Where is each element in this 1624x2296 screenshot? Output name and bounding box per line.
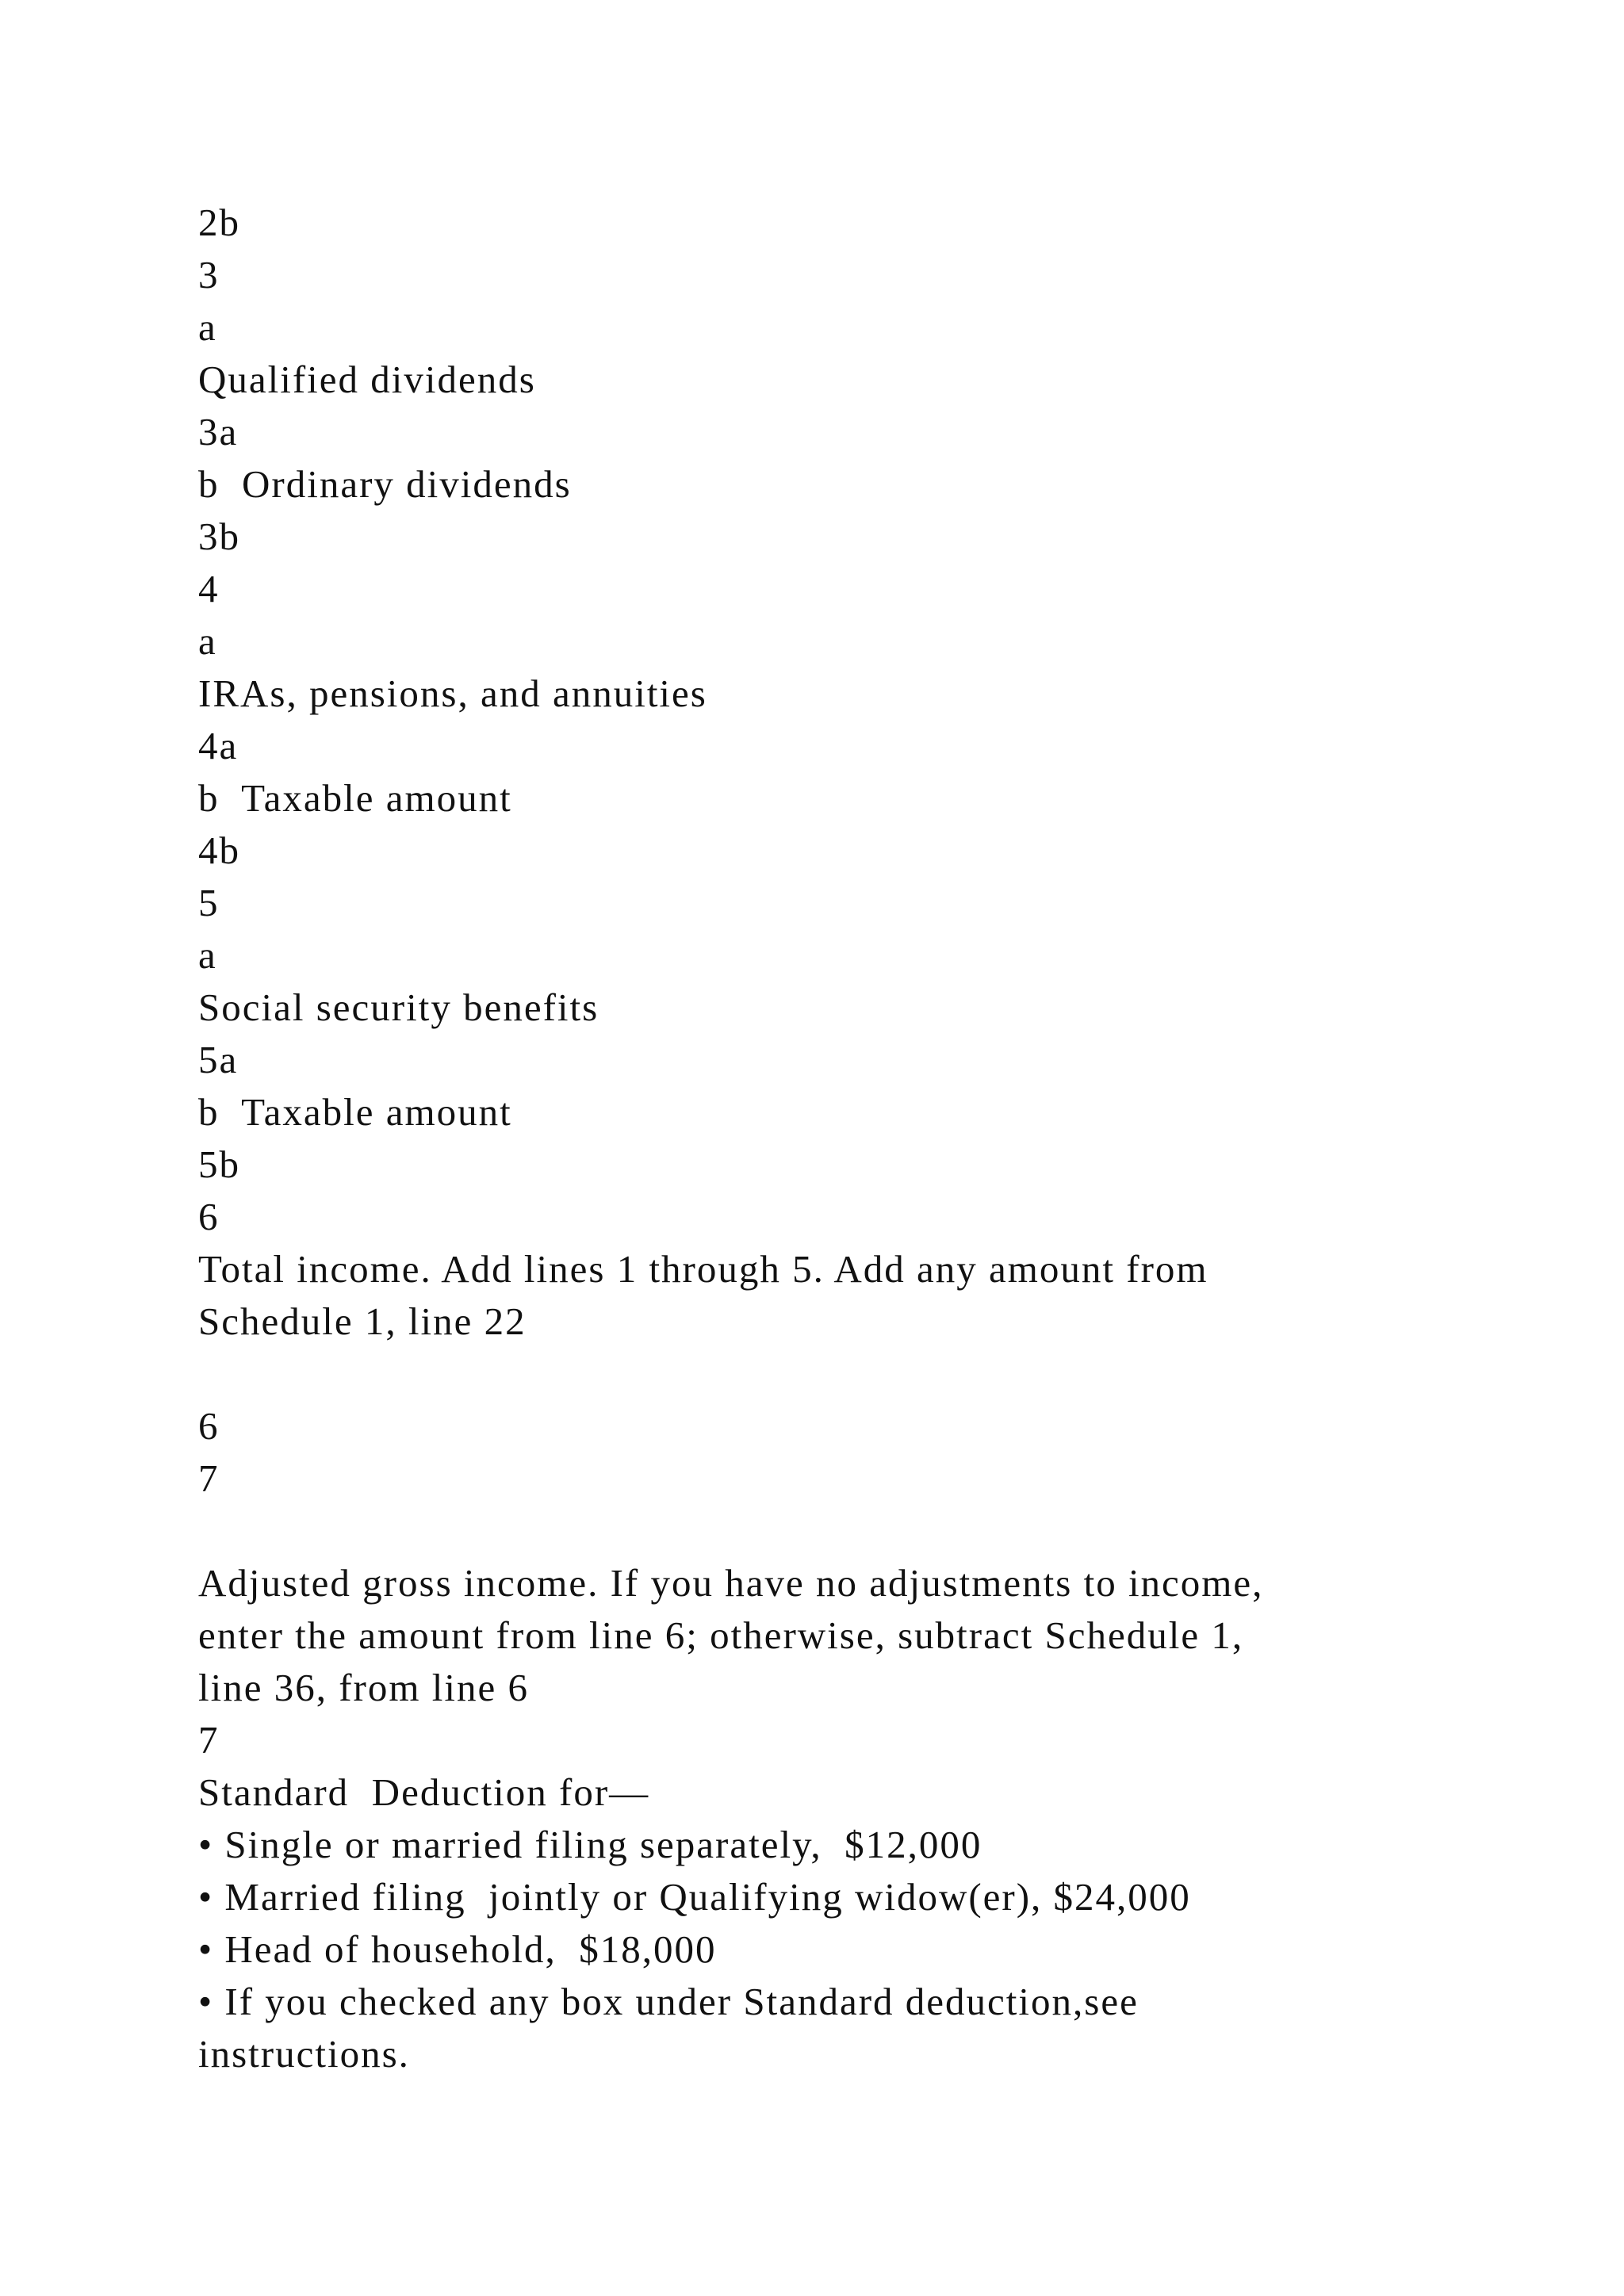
deduction-head-of-household: • Head of household, $18,000 [198,1927,717,1971]
deduction-single: • Single or married filing separately, $12,000 [198,1823,982,1866]
taxable-amount-5b-label: b Taxable amount [198,1090,512,1134]
line-label-5b: 5b [198,1142,240,1186]
line-label-7: 7 [198,1718,220,1762]
form-text-block [198,197,1435,2080]
line-letter-4a: a [198,619,217,663]
social-security-benefits-label: Social security benefits [198,985,599,1029]
line-number-4: 4 [198,567,220,610]
line-number-7: 7 [198,1456,220,1500]
line-letter-5a: a [198,933,217,977]
line-label-3a: 3a [198,410,239,453]
ordinary-dividends-label: b Ordinary dividends [198,462,572,506]
line-label-6: 6 [198,1404,220,1448]
line-label-3b: 3b [198,515,240,558]
agi-text-3: line 36, from line 6 [198,1666,529,1709]
line-number-6: 6 [198,1195,220,1238]
qualified-dividends-label: Qualified dividends [198,358,536,401]
line-label-4a: 4a [198,724,239,767]
line-label-2b: 2b [198,201,240,244]
agi-text-2: enter the amount from line 6; otherwise, subtract Schedule 1, [198,1613,1244,1657]
line-label-5a: 5a [198,1038,239,1081]
line-letter-3a: a [198,305,217,349]
blank-line [198,1505,1435,1557]
taxable-amount-4b-label: b Taxable amount [198,776,512,820]
deduction-married-jointly: • Married filing jointly or Qualifying widow(er), $24,000 [198,1875,1191,1919]
line-label-4b: 4b [198,828,240,872]
blank-line [198,1348,1435,1400]
deduction-see-instructions-1: • If you checked any box under Standard deduction,see [198,1980,1139,2023]
total-income-text-1: Total income. Add lines 1 through 5. Add any amount from [198,1247,1208,1291]
standard-deduction-heading: Standard Deduction for— [198,1770,650,1814]
line-number-5: 5 [198,881,220,924]
line-number-3: 3 [198,253,220,297]
agi-text-1: Adjusted gross income. If you have no adjustments to income, [198,1561,1264,1605]
deduction-see-instructions-2: instructions. [198,2032,410,2076]
iras-pensions-annuities-label: IRAs, pensions, and annuities [198,672,707,715]
total-income-text-2: Schedule 1, line 22 [198,1299,527,1343]
